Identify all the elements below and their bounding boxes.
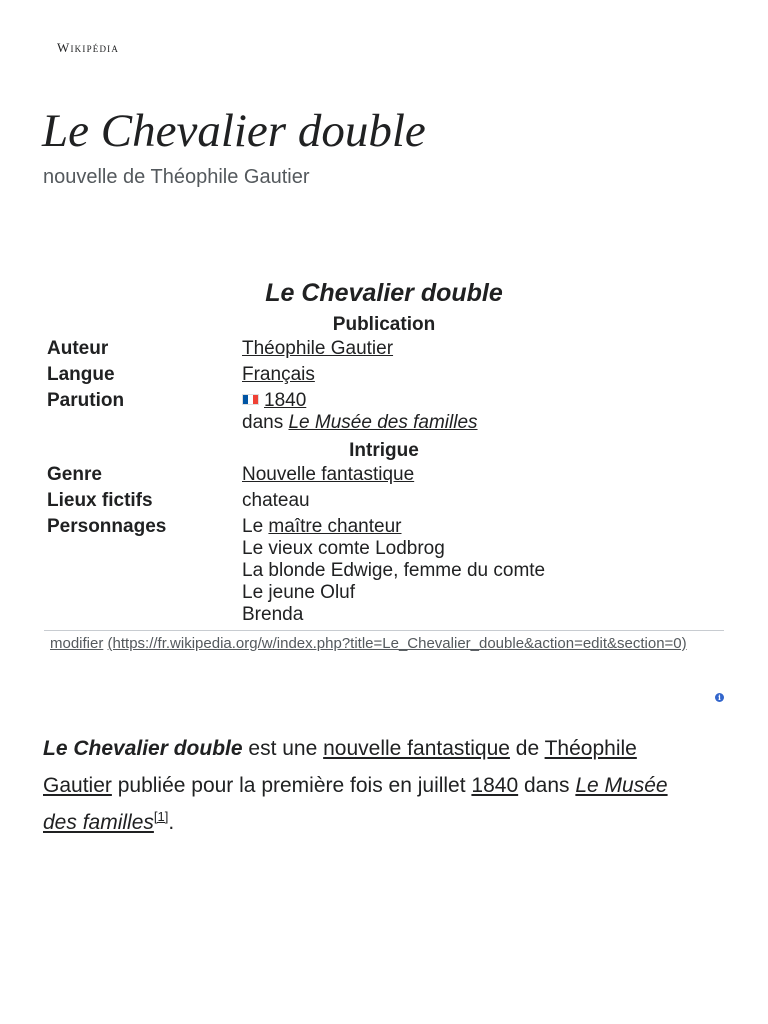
- infobox: [44, 276, 724, 702]
- infobox-row-release: [44, 390, 724, 434]
- infobox-label-characters: Personnages: [47, 516, 167, 537]
- page-subtitle: nouvelle de Théophile Gautier: [43, 166, 310, 188]
- lead-text: de: [509, 737, 545, 760]
- language-link[interactable]: Français: [242, 364, 315, 385]
- reference-1-link[interactable]: [1]: [153, 809, 169, 824]
- character-item: La blonde Edwige, femme du comte: [242, 560, 546, 581]
- character-item: Le jeune Oluf: [242, 582, 356, 603]
- infobox-section-plot: Intrigue: [349, 440, 419, 461]
- infobox-label-genre: Genre: [47, 464, 102, 485]
- lead-text: .: [168, 811, 175, 834]
- infobox-section-publication: Publication: [332, 314, 436, 335]
- infobox-label-language: Langue: [47, 364, 115, 385]
- character-item: Le vieux comte Lodbrog: [242, 538, 445, 559]
- genre-link[interactable]: Nouvelle fantastique: [242, 464, 415, 485]
- character-item: Brenda: [242, 604, 304, 625]
- lead-paragraph: [43, 730, 683, 841]
- lead-bold-title: Le Chevalier double: [43, 737, 243, 760]
- infobox-row-author: [44, 338, 724, 360]
- lead-link-publication[interactable]: Le Musée des familles: [43, 774, 668, 834]
- info-icon[interactable]: i: [715, 693, 724, 702]
- infobox-row-genre: [44, 464, 724, 486]
- infobox-row-characters: [44, 516, 724, 626]
- release-year-link[interactable]: 1840: [264, 390, 307, 411]
- lead-link-genre[interactable]: nouvelle fantastique: [323, 737, 510, 760]
- page-title: Le Chevalier double: [42, 105, 426, 157]
- places-value: chateau: [242, 490, 310, 511]
- lead-text: publiée pour la première fois en juillet: [111, 774, 472, 797]
- infobox-edit-footer: [44, 630, 724, 655]
- lead-link-year[interactable]: 1840: [471, 774, 519, 797]
- infobox-label-places: Lieux fictifs: [47, 490, 153, 511]
- lead-link-author[interactable]: Théophile Gautier: [43, 737, 637, 797]
- infobox-row-language: [44, 364, 724, 386]
- edit-link[interactable]: modifier: [50, 635, 104, 652]
- wikipedia-wordmark[interactable]: Wikipédia: [57, 40, 120, 55]
- infobox-label-author: Auteur: [47, 338, 109, 359]
- author-link[interactable]: Théophile Gautier: [242, 338, 394, 359]
- publication-link[interactable]: Le Musée des familles: [288, 412, 478, 433]
- infobox-label-release: Parution: [47, 390, 125, 411]
- lead-text: dans: [518, 774, 576, 797]
- maitre-chanteur-link[interactable]: maître chanteur: [268, 516, 402, 537]
- infobox-row-places: [44, 490, 724, 512]
- release-in-text: dans: [242, 412, 289, 433]
- france-flag-icon: [242, 394, 259, 405]
- character-prefix: Le: [242, 516, 269, 537]
- infobox-title: Le Chevalier double: [265, 279, 503, 307]
- edit-url-link[interactable]: (https://fr.wikipedia.org/w/index.php?title=Le_Chevalier_double&action=edit&section=0): [107, 635, 687, 652]
- lead-text: est une: [242, 737, 324, 760]
